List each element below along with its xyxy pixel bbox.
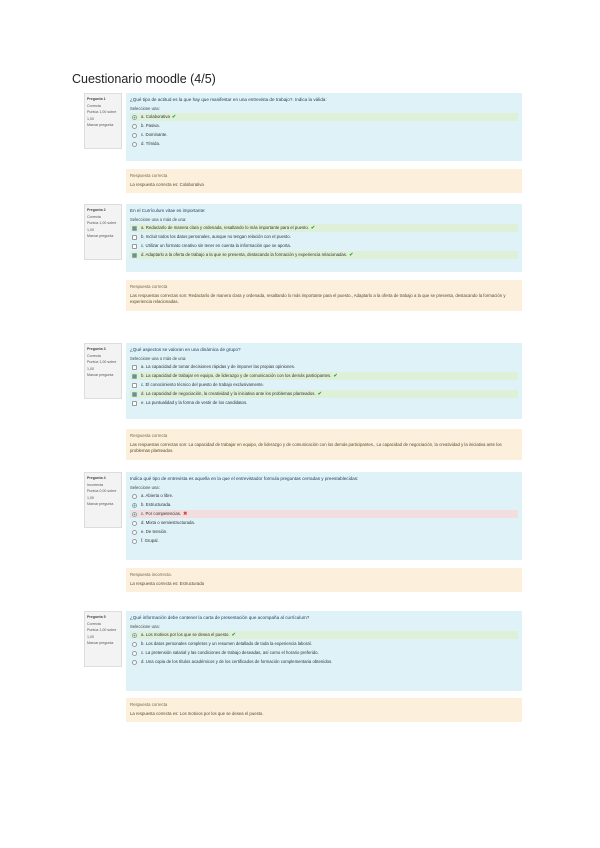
option-label: a. Los motivos por los que se desea el puesto.	[141, 632, 230, 637]
checkbox[interactable]	[132, 235, 137, 240]
feedback-heading: Respuesta correcta	[130, 433, 168, 438]
flag-question-link[interactable]: Marcar pregunta	[87, 123, 114, 127]
question-info	[84, 93, 122, 149]
answer-option[interactable]	[130, 233, 518, 241]
question-text: ¿Qué tipo de actitud es la que hay que manifestar en una entrevista de trabajo?. Indica la válida:	[130, 97, 327, 102]
radio-button[interactable]	[132, 521, 137, 526]
feedback-text: La respuesta correcta es: Los motivos por los que se desea el puesto.	[130, 710, 264, 716]
option-label: b. Pasiva.	[141, 123, 160, 128]
feedback-box	[126, 429, 522, 460]
answer-option[interactable]	[130, 113, 518, 121]
option-label: e. De tensión.	[141, 529, 168, 534]
question-state: Correcta	[87, 353, 101, 358]
question-number: Pregunta 2	[87, 208, 106, 212]
question-info	[84, 204, 122, 260]
radio-button[interactable]	[132, 494, 137, 499]
question-text: ¿Qué información debe contener la carta de presentación que acompaña al currículum?	[130, 615, 310, 620]
checkbox[interactable]	[132, 401, 137, 406]
answer-option[interactable]	[130, 492, 518, 500]
answer-option[interactable]	[130, 390, 518, 398]
question-number: Pregunta 4	[87, 476, 106, 480]
option-label: c. La pretensión salarial y las condiciones de trabajo deseadas, así como el horario preferido.	[141, 650, 319, 655]
feedback-heading: Respuesta correcta	[130, 284, 168, 289]
feedback-heading: Respuesta correcta	[130, 173, 168, 178]
radio-button[interactable]	[132, 115, 137, 120]
question-grade: Puntúa 1,00 sobre 1,00	[87, 110, 117, 121]
cross-icon: ✖	[183, 511, 188, 517]
question-text: En el Currículum vitae es importante:	[130, 208, 206, 213]
answer-option[interactable]	[130, 399, 518, 407]
feedback-text: La respuesta correcta es: Colaborativa	[130, 181, 204, 187]
check-icon: ✔	[171, 114, 177, 120]
feedback-text: La respuesta correcta es: Estructurada	[130, 580, 205, 586]
radio-button[interactable]	[132, 124, 137, 129]
checkbox[interactable]	[132, 392, 137, 397]
option-label: b. Los datos personales completos y un resumen detallado de toda la experiencia laboral.	[141, 641, 312, 646]
option-label: d. Mixta o semiestructurada.	[141, 520, 195, 525]
check-icon: ✔	[349, 252, 354, 258]
select-label: Seleccione una:	[130, 624, 160, 629]
checkbox[interactable]	[132, 383, 137, 388]
radio-button[interactable]	[132, 503, 137, 508]
answer-option[interactable]	[130, 510, 518, 518]
feedback-box	[126, 169, 522, 193]
checkbox[interactable]	[132, 365, 137, 370]
answer-option[interactable]	[130, 372, 518, 380]
radio-button[interactable]	[132, 642, 137, 647]
answer-option[interactable]	[130, 131, 518, 139]
option-label: c. Por competencias.	[141, 511, 182, 516]
question-number: Pregunta 1	[87, 97, 106, 101]
feedback-box	[126, 698, 522, 722]
question-info	[84, 611, 122, 667]
option-label: d. Una copia de los títulos académicos y de los certificados de formación complementaria obtenidos.	[141, 659, 333, 664]
question-number: Pregunta 5	[87, 615, 106, 619]
radio-button[interactable]	[132, 512, 137, 517]
answer-option[interactable]	[130, 363, 518, 371]
answer-option[interactable]	[130, 122, 518, 130]
select-label: Seleccione una o más de una:	[130, 356, 187, 361]
select-label: Seleccione una:	[130, 106, 160, 111]
answer-option[interactable]	[130, 140, 518, 148]
option-label: b. La capacidad de trabajar en equipo, de liderazgo y de comunicación con los demás participantes.	[141, 373, 332, 378]
select-label: Seleccione una:	[130, 485, 160, 490]
feedback-box	[126, 280, 522, 311]
answer-option[interactable]	[130, 242, 518, 250]
question-state: Correcta	[87, 214, 101, 219]
radio-button[interactable]	[132, 133, 137, 138]
check-icon: ✔	[310, 225, 316, 231]
radio-button[interactable]	[132, 660, 137, 665]
feedback-text: Las respuestas correctas son: Redactarlo de manera clara y ordenada, resaltando lo más importante para el puesto., Adaptarlo a la oferta de trabajo a la que se presenta, destacando la formación y experiencia relacionadas.	[130, 292, 506, 304]
question-box	[126, 472, 522, 560]
question-text: ¿Qué aspectos se valoran en una dinámica de grupo?	[130, 347, 241, 352]
answer-option[interactable]	[130, 224, 518, 232]
flag-question-link[interactable]: Marcar pregunta	[87, 234, 114, 238]
option-label: d. La capacidad de negociación, la creatividad y la iniciativa ante los problemas planteados.	[141, 391, 316, 396]
question-box	[126, 343, 522, 419]
question-box	[126, 204, 522, 272]
question-info	[84, 472, 122, 528]
option-label: d. Tímida.	[141, 141, 161, 146]
flag-question-link[interactable]: Marcar pregunta	[87, 373, 114, 377]
radio-button[interactable]	[132, 530, 137, 535]
feedback-box	[126, 568, 522, 592]
flag-question-link[interactable]: Marcar pregunta	[87, 502, 114, 506]
answer-option[interactable]	[130, 251, 518, 259]
answer-option[interactable]	[130, 658, 518, 666]
option-label: b. Estructurada.	[141, 502, 172, 507]
feedback-heading: Respuesta incorrecta.	[130, 572, 172, 577]
question-state: Correcta	[87, 103, 101, 108]
option-label: c. El conocimiento técnico del puesto de trabajo exclusivamente.	[141, 382, 265, 387]
question-number: Pregunta 3	[87, 347, 106, 351]
answer-option[interactable]	[130, 537, 518, 545]
feedback-text: Las respuestas correctas son: La capacidad de trabajar en equipo, de liderazgo y de comunicación con los demás participantes., La capacidad de negociación, la creatividad y la iniciativa ante los problemas planteados.	[130, 441, 502, 453]
check-icon: ✔	[231, 632, 236, 638]
checkbox[interactable]	[132, 226, 137, 231]
option-label: a. Redactarlo de manera clara y ordenada, resaltando lo más importante para el puesto.	[141, 225, 309, 230]
question-grade: Puntúa 1,00 sobre 1,00	[87, 360, 117, 371]
answer-option[interactable]	[130, 640, 518, 648]
question-box	[126, 611, 522, 691]
check-icon: ✔	[333, 373, 338, 379]
question-info	[84, 343, 122, 399]
page-title: Cuestionario moodle (4/5)	[72, 72, 216, 86]
check-icon: ✔	[317, 391, 322, 397]
question-state: Incorrecta	[87, 482, 103, 487]
radio-button[interactable]	[132, 539, 137, 544]
question-grade: Puntúa 1,00 sobre 1,00	[87, 628, 117, 639]
question-grade: Puntúa 0,00 sobre 1,00	[87, 489, 117, 500]
option-label: a. Colaborativa	[141, 114, 170, 119]
answer-option[interactable]	[130, 519, 518, 527]
radio-button[interactable]	[132, 651, 137, 656]
answer-option[interactable]	[130, 649, 518, 657]
answer-option[interactable]	[130, 528, 518, 536]
question-state: Correcta	[87, 621, 101, 626]
option-label: d. Adaptarlo a la oferta de trabajo a la que se presenta, destacando la formación y experiencia relacionadas.	[141, 252, 348, 257]
option-label: a. Abierta o libre.	[141, 493, 174, 498]
question-box	[126, 93, 522, 161]
checkbox[interactable]	[132, 244, 137, 249]
answer-option[interactable]	[130, 381, 518, 389]
option-label: a. La capacidad de tomar decisiones rápidas y de imponer las propias opiniones.	[141, 364, 296, 369]
option-label: f. Grupal.	[141, 538, 159, 543]
option-label: e. La puntualidad y la forma de vestir de los candidatos.	[141, 400, 248, 405]
checkbox[interactable]	[132, 374, 137, 379]
question-grade: Puntúa 1,00 sobre 1,00	[87, 221, 117, 232]
option-label: b. Incluir todos los datos personales, aunque no tengan relación con el puesto.	[141, 234, 291, 239]
answer-option[interactable]	[130, 631, 518, 639]
checkbox[interactable]	[132, 253, 137, 258]
radio-button[interactable]	[132, 142, 137, 147]
radio-button[interactable]	[132, 633, 137, 638]
answer-option[interactable]	[130, 501, 518, 509]
flag-question-link[interactable]: Marcar pregunta	[87, 641, 114, 645]
option-label: c. Dominante.	[141, 132, 168, 137]
question-text: Indica qué tipo de entrevista es aquella en la que el entrevistador formula preguntas cerradas y preestablecidas:	[130, 476, 359, 481]
option-label: c. Utilizar un formato creativo sin tener en cuenta la información que se aporta.	[141, 243, 291, 248]
feedback-heading: Respuesta correcta	[130, 702, 168, 707]
select-label: Seleccione una o más de una:	[130, 217, 187, 222]
